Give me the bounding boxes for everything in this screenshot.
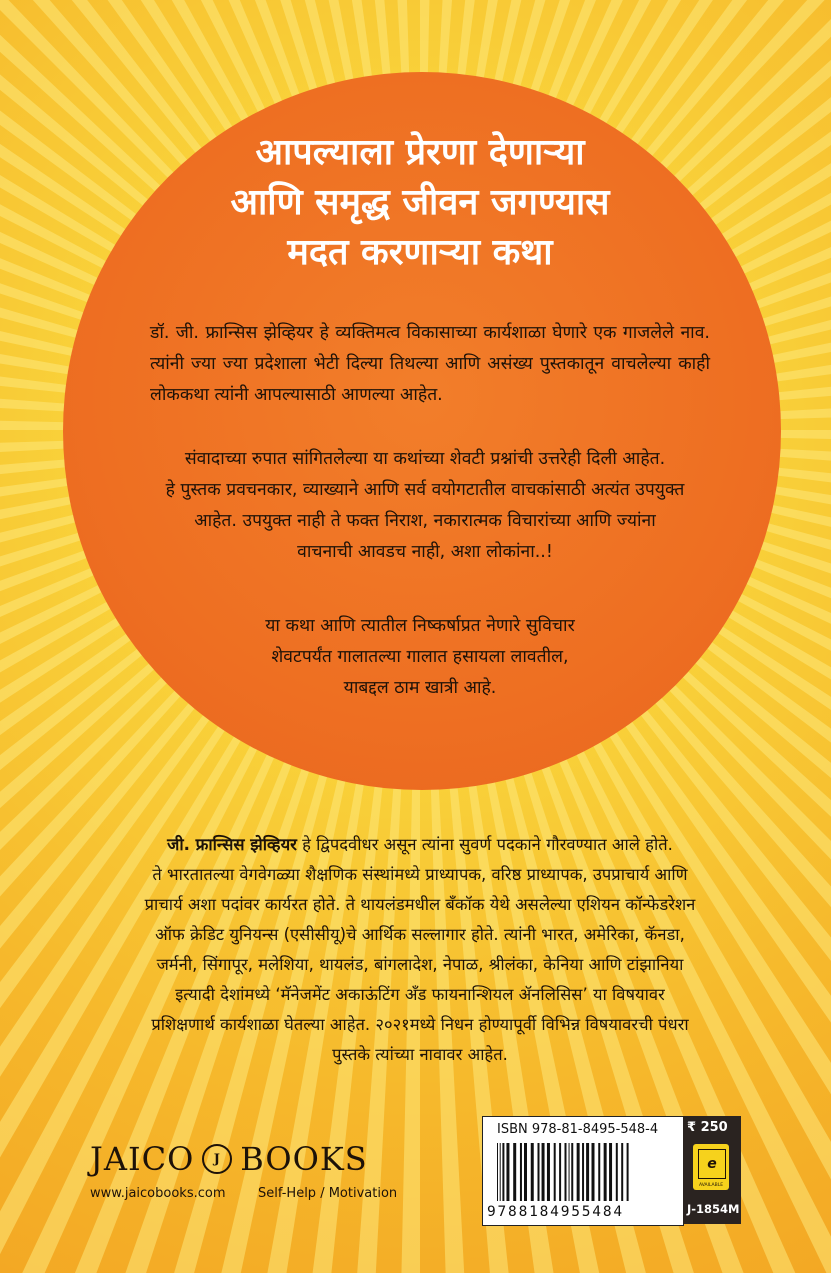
summary-paragraph (95, 444, 755, 568)
ean-digits: 9788184955484 (487, 1204, 624, 1220)
book-category: Self-Help / Motivation (258, 1186, 398, 1201)
bio-line: इत्यादी देशांमध्ये ‘मॅनेजमेंट अकाऊंटिंग अँड फायनान्शियल ॲनलिसिस’ या विषयावर (175, 985, 665, 1004)
bio-line: ऑफ क्रेडिट युनियन्स (एसीसीयू)चे आर्थिक सल्लागार होते. त्यांनी भारत, अमेरिका, कॅनडा, (155, 925, 685, 944)
author-name: जी. फ्रान्सिस झेव्हियर (167, 835, 297, 854)
bio-line: जर्मनी, सिंगापूर, मलेशिया, थायलंड, बांगलादेश, नेपाळ, श्रीलंका, केनिया आणि टांझानिया (156, 955, 684, 974)
bio-line (90, 830, 750, 860)
bio-line: प्राचार्य अशा पदांवर कार्यरत होते. ते थायलंडमधील बँकॉक येथे असलेल्या एशियन कॉन्फेडरेशन (144, 895, 696, 914)
ebook-available-label: AVAILABLE (698, 1183, 724, 1188)
closing-line: याबद्दल ठाम खात्री आहे. (343, 678, 497, 698)
publisher-logo (90, 1140, 368, 1178)
closing-line: या कथा आणि त्यातील निष्कर्षाप्रत नेणारे सुविचार (265, 616, 575, 636)
summary-line: हे पुस्तक प्रवचनकार, व्याख्याने आणि सर्व वयोगटातील वाचकांसाठी अत्यंत उपयुक्त (165, 480, 685, 500)
closing-paragraph (150, 611, 690, 704)
summary-line: आहेत. उपयुक्त नाही ते फक्त निराश, नकारात्मक विचारांच्या आणि ज्यांना (194, 511, 656, 531)
bio-line: पुस्तके त्यांच्या नावावर आहेत. (332, 1045, 508, 1064)
bio-line: प्रशिक्षणार्थ कार्यशाळा घेतल्या आहेत. २०२१मध्ये निधन होण्यापूर्वी विभिन्न विषयावरची पंधरा (151, 1015, 689, 1034)
intro-paragraph: डॉ. जी. फ्रान्सिस झेव्हियर हे व्यक्तिमत्व विकासाच्या कार्यशाळा घेणारे एक गाजलेले नाव. त्यांनी ज्या ज्या प्रदेशाला भेटी दिल्या तिथल्या आणि असंख्य पुस्तकातून वाचलेल्या काही लोककथा त्यांनी आपल्यासाठी आणल्या आहेत. (150, 323, 710, 405)
summary-line: वाचनाची आवडच नाही, अशा लोकांना..! (297, 542, 553, 562)
summary-line: संवादाच्या रुपात सांगितलेल्या या कथांच्या शेवटी प्रश्नांची उत्तरेही दिली आहेत. (184, 449, 666, 469)
closing-line: शेवटपर्यंत गालातल्या गालात हसायला लावतील, (271, 647, 569, 667)
publisher-website: www.jaicobooks.com (90, 1186, 226, 1201)
publisher-name-right: BOOKS (240, 1140, 368, 1178)
price-panel (683, 1116, 741, 1224)
barcode-box (482, 1116, 684, 1226)
author-bio (90, 830, 750, 1070)
publisher-name-left: JAICO (90, 1140, 195, 1178)
ebook-letter: e (698, 1149, 726, 1179)
front-heading (140, 128, 700, 278)
isbn-text: ISBN 978-81-8495-548-4 (497, 1122, 659, 1137)
bio-text: हे द्विपदवीधर असून त्यांना सुवर्ण पदकाने गौरवण्यात आले होते. (296, 835, 673, 854)
ebook-available-icon (693, 1144, 729, 1190)
bio-line: ते भारतातल्या वेगवेगळ्या शैक्षणिक संस्थांमध्ये प्राध्यापक, वरिष्ठ प्राध्यापक, उपप्राचार्य आणि (152, 865, 688, 884)
heading-line: आणि समृद्ध जीवन जगण्यास (230, 182, 610, 223)
barcode-graphic (495, 1143, 671, 1201)
book-code: J-1854M (687, 1202, 740, 1216)
price-label: ₹ 250 (687, 1120, 728, 1135)
heading-line: मदत करणाऱ्या कथा (287, 232, 553, 273)
heading-line: आपल्याला प्रेरणा देणाऱ्या (255, 132, 585, 173)
jaico-logo-icon: J (202, 1144, 232, 1174)
